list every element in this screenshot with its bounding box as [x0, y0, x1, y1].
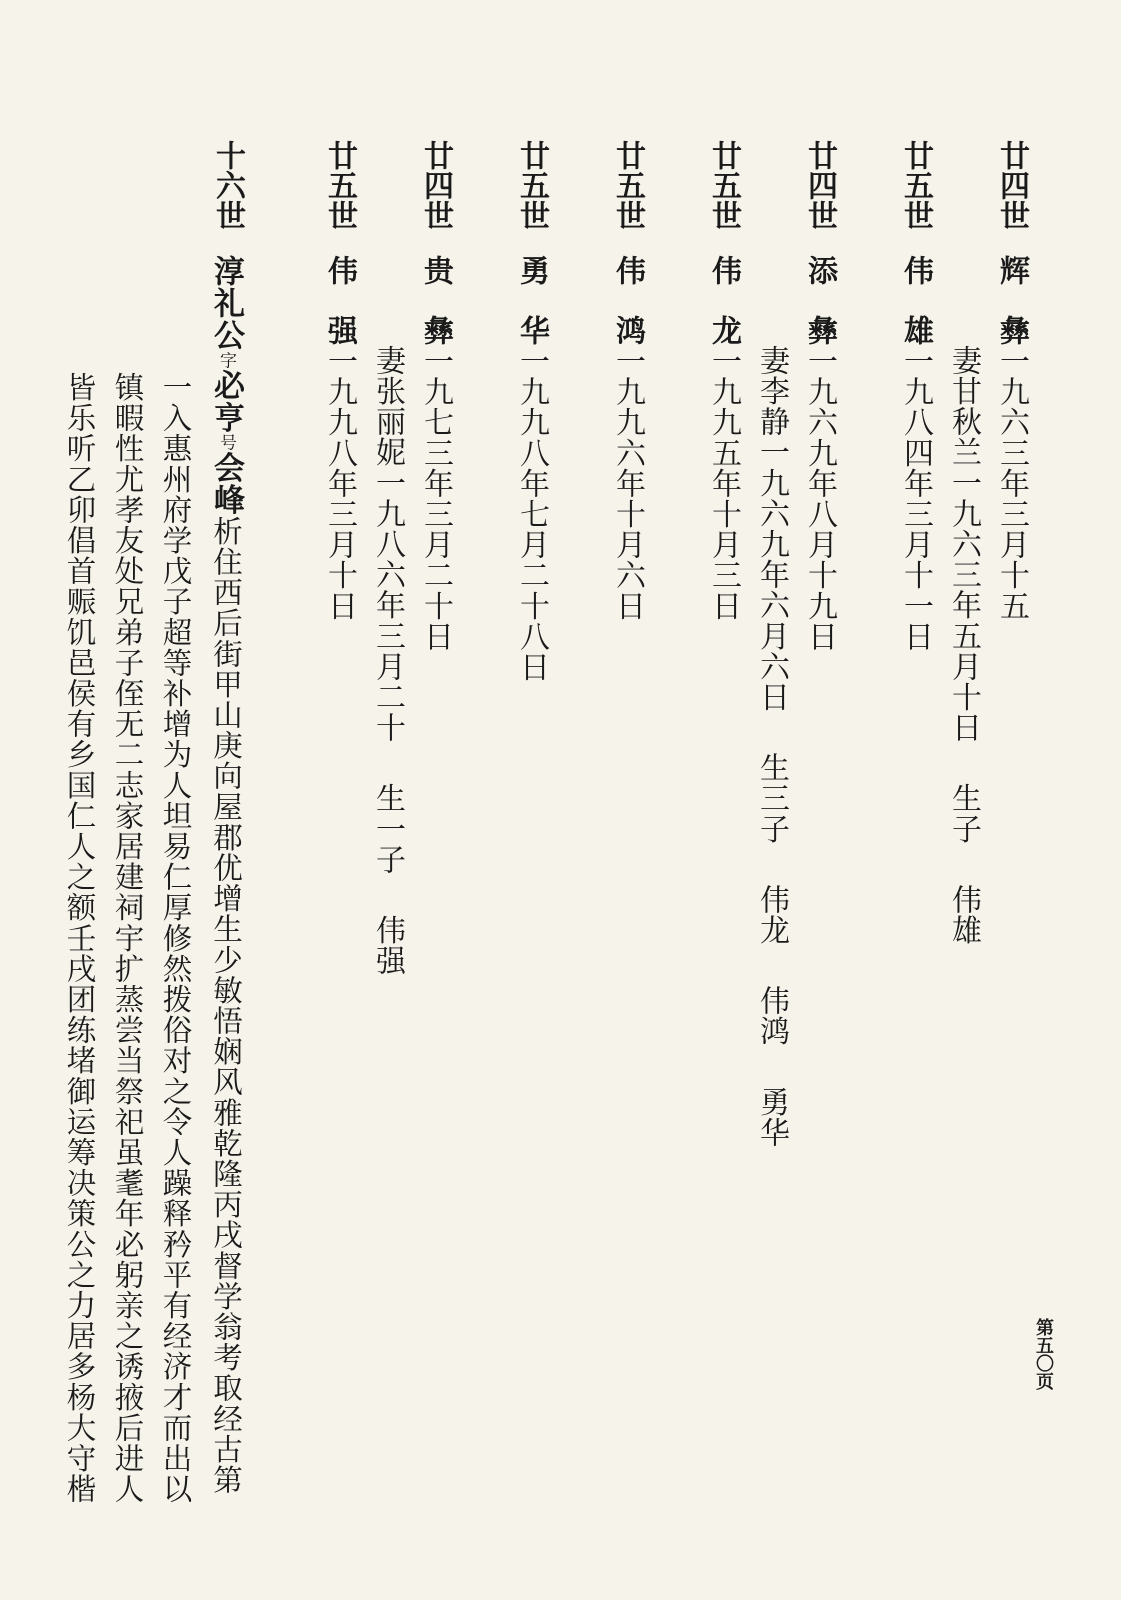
- birth-date: 一九九六年十月六日: [610, 345, 645, 622]
- person-name-birth: [802, 315, 837, 652]
- generation-label: 廿四世: [802, 140, 837, 230]
- spouse: 妻张丽妮一九八六年三月二十: [370, 345, 405, 743]
- person-name-birth: [706, 315, 741, 622]
- name-char: 彝: [994, 315, 1029, 346]
- name-char: 龙: [706, 315, 741, 346]
- generation-label: 廿五世: [514, 140, 549, 230]
- zi-marker: 字: [216, 351, 236, 370]
- person-name: 伟: [706, 255, 741, 285]
- bio-text-line: 一入惠州府学戊子超等补增为人坦易仁厚修然拨俗对之令人躁释矜平有经济才而出以: [158, 372, 193, 1505]
- birth-date: 一九八四年三月十一日: [898, 345, 933, 652]
- child-name: 伟强: [370, 914, 405, 976]
- generation-label: 廿五世: [322, 140, 357, 230]
- spouse: 妻甘秋兰一九六三年五月十日: [946, 345, 981, 743]
- spouse-line: [754, 345, 789, 1148]
- generation-label: 十六世: [210, 140, 245, 230]
- generation-label: 廿五世: [706, 140, 741, 230]
- person-name: 勇: [514, 255, 549, 285]
- name-char: 彝: [418, 315, 453, 346]
- birth-date: 一九九八年七月二十八日: [514, 345, 549, 683]
- person-name-birth: [322, 315, 357, 622]
- bio-text-line: 析住西后街甲山庚向屋郡优增生少敏悟娴风雅乾隆丙戌督学翁考取经古第: [209, 515, 243, 1496]
- art-name: 会峰: [208, 451, 244, 516]
- spouse: 妻李静一九六九年六月六日: [754, 345, 789, 713]
- person-name-birth: [514, 315, 549, 683]
- honorific-name: 淳礼公: [208, 255, 244, 352]
- child-name: 伟雄: [946, 884, 981, 946]
- children: 生子: [946, 782, 981, 845]
- person-name: 伟: [898, 255, 933, 285]
- person-name: 伟: [610, 255, 645, 285]
- birth-date: 一九六九年八月十九日: [802, 345, 837, 652]
- person-name-birth: [610, 315, 645, 622]
- children: 生三子: [754, 752, 789, 845]
- person-name-birth: [994, 315, 1029, 622]
- bio-text-line: 镇暇性尤孝友处兄弟子侄无二志家居建祠宇扩蒸尝当祭祀虽耄年必躬亲之诱掖后进人: [110, 372, 145, 1505]
- child-name: 伟鸿: [754, 985, 789, 1047]
- birth-date: 一九九五年十月三日: [706, 345, 741, 622]
- generation-label: 廿四世: [994, 140, 1029, 230]
- name-char: 华: [514, 315, 549, 346]
- person-name-birth: [898, 315, 933, 652]
- child-name: 勇华: [754, 1086, 789, 1148]
- hao-marker: 号: [216, 433, 236, 452]
- name-char: 强: [322, 315, 357, 346]
- generation-label: 廿五世: [610, 140, 645, 230]
- person-name: 伟: [322, 255, 357, 285]
- spouse-line: [946, 345, 981, 946]
- bio-text-line: 皆乐听乙卯倡首赈饥邑侯有乡国仁人之额壬戌团练堵御运筹决策公之力居多杨大守楷: [62, 372, 97, 1505]
- spouse-line: [370, 345, 405, 976]
- name-char: 雄: [898, 315, 933, 346]
- birth-date: 一九九八年三月十日: [322, 345, 357, 622]
- name-char: 彝: [802, 315, 837, 346]
- courtesy-name: 必亨: [208, 369, 244, 434]
- generation-label: 廿五世: [898, 140, 933, 230]
- bio-heading: [208, 255, 244, 1496]
- name-char: 鸿: [610, 315, 645, 346]
- child-name: 伟龙: [754, 884, 789, 946]
- page-number: 第五〇页: [1033, 1318, 1054, 1390]
- person-name: 贵: [418, 255, 453, 285]
- person-name: 辉: [994, 255, 1029, 285]
- generation-label: 廿四世: [418, 140, 453, 230]
- birth-date: 一九六三年三月十五: [994, 345, 1029, 622]
- person-name: 添: [802, 255, 837, 285]
- birth-date: 一九七三年三月二十日: [418, 345, 453, 652]
- children: 生一子: [370, 782, 405, 875]
- person-name-birth: [418, 315, 453, 652]
